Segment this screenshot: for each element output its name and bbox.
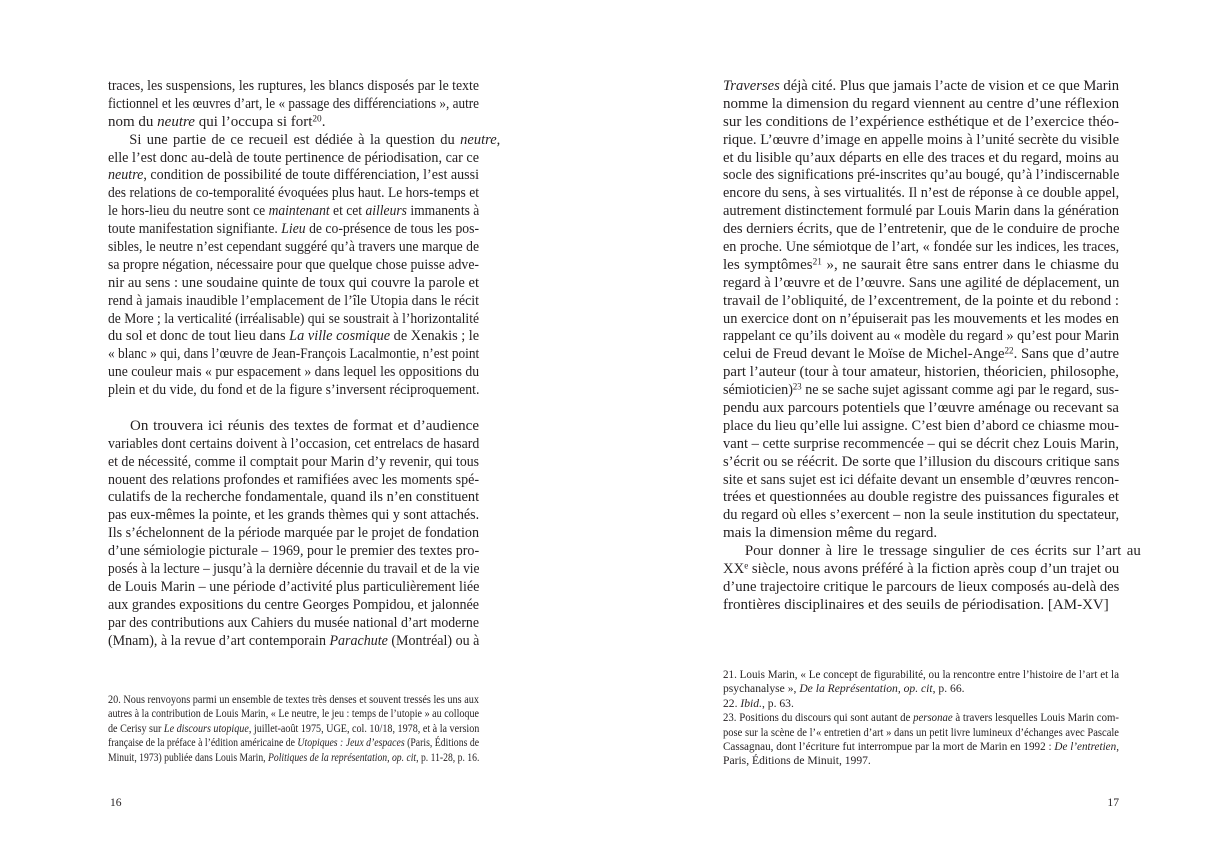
text-line xyxy=(108,203,479,221)
text-run: variables dont certains doivent à l’occasion, cet entrelacs de hasard xyxy=(108,435,480,452)
text-line xyxy=(723,167,1119,185)
text-line xyxy=(723,328,1119,346)
text-run: par des contributions aux Cahiers du musée national d’art moderne xyxy=(108,614,479,631)
italic-text: Utopiques : Jeux d’espaces xyxy=(297,736,405,750)
footnote-reference: e xyxy=(744,561,749,572)
text-line xyxy=(723,364,1119,382)
right-page-footnotes xyxy=(723,668,1119,769)
text-run: mais la dimension même du regard. xyxy=(723,525,938,542)
text-run: les symptômes xyxy=(723,256,813,273)
text-line xyxy=(108,311,479,329)
text-line xyxy=(723,711,1119,725)
text-run: Pour donner à lire le tressage singulier de ces écrits sur l’art au xyxy=(744,543,1141,560)
text-line xyxy=(723,489,1119,507)
italic-text: De la Représentation, op. cit xyxy=(799,682,933,696)
text-run: Paris, Éditions de Minuit, 1997. xyxy=(723,754,871,768)
text-line xyxy=(723,185,1119,203)
text-run: d’une trajectoire critique le parcours de lieux composés au-delà des xyxy=(723,578,1120,595)
text-run: », ne saurait être sans entrer dans le chiasme du xyxy=(821,256,1120,273)
text-line xyxy=(723,668,1119,682)
text-run: un exercice dont on n’épuiserait pas les mouvements et les modes en xyxy=(723,310,1119,327)
text-line xyxy=(723,239,1119,257)
text-run: 20. Nous renvoyons parmi un ensemble de textes très denses et souvent tressés les uns aux xyxy=(108,693,479,706)
text-run: , juillet-août 1975, UGE, col. 10/18, 1978, et à la version xyxy=(248,721,480,735)
text-line xyxy=(723,346,1119,364)
text-run: sibles, le neutre n’est cependant suggéré qu’à travers une marque de xyxy=(108,239,479,256)
text-run: de Cerisy sur xyxy=(108,721,164,735)
text-line xyxy=(723,579,1119,597)
text-run: . Sans que d’autre xyxy=(1013,346,1119,363)
text-run: vant – cette surprise recommencée – qui se décrit chez Louis Marin, xyxy=(723,435,1120,452)
text-run: des relations de co-temporalité évoquées plus haut. Le hors-temps et xyxy=(108,185,479,202)
text-line xyxy=(108,185,479,203)
text-run: et de nécessité, comme il comptait pour Marin d’y revenir, qui tous xyxy=(108,453,480,470)
text-line xyxy=(108,722,479,736)
footnote xyxy=(723,711,1119,769)
paragraph xyxy=(723,543,1141,615)
text-run: XX xyxy=(723,561,745,578)
text-line xyxy=(723,221,1119,239)
text-run: autrement distinctement formulé par Louis Marin dans la génération xyxy=(723,203,1119,220)
text-run: trées et questionnées au double registre des puissances figurales et xyxy=(723,489,1119,506)
text-line xyxy=(723,740,1119,754)
text-run: regard à l’œuvre et de l’œuvre. Sans une agilité de déplacement, un xyxy=(723,274,1120,291)
text-run: travail de l’obliquité, de l’excentrement, de la pointe et du rebond : xyxy=(723,292,1119,309)
text-line xyxy=(723,682,1119,696)
text-run: , p. 66. xyxy=(932,682,965,696)
text-line xyxy=(723,507,1119,525)
text-run: du sol et donc de tout lieu dans xyxy=(108,328,290,345)
text-line xyxy=(108,597,479,615)
italic-text: Politiques de la représentation, op. cit xyxy=(268,750,417,764)
text-run: (Montréal) ou à xyxy=(387,632,480,649)
text-run: , p. 11-28, p. 16. xyxy=(416,750,480,764)
text-run: « blanc » qui, dans l’œuvre de Jean-François Lacalmontie, n’est point xyxy=(108,346,480,363)
text-line xyxy=(723,697,1119,711)
text-run: 23. Positions du discours qui sont autant de xyxy=(723,711,914,725)
text-run: place du lieu qu’elle lui assigne. C’est bien d’abord ce chiasme mou- xyxy=(723,417,1120,434)
italic-text: neutre xyxy=(157,113,195,130)
text-run: fictionnel et les œuvres d’art, le « passage des différenciations », autre xyxy=(108,95,479,112)
text-line xyxy=(108,507,479,525)
text-line xyxy=(108,275,479,293)
text-run: en proche. Une sémiotque de l’art, « fondée sur les indices, les traces, xyxy=(723,239,1120,256)
text-line xyxy=(108,150,479,168)
text-run: de Louis Marin – une période d’activité plus particulièrement liée xyxy=(108,578,480,595)
text-run: des derniers écrits, que de l’entretenir, que de le conduire de proche xyxy=(723,221,1120,238)
text-line xyxy=(108,328,479,346)
text-line xyxy=(108,543,479,561)
text-run: de co-présence de tous les pos- xyxy=(305,221,479,238)
text-run: siècle, nous avons préféré à la fiction après coup d’un trajet ou xyxy=(748,561,1120,578)
text-run: à travers lesquelles Louis Marin com- xyxy=(952,711,1119,725)
text-line xyxy=(723,78,1119,96)
text-line xyxy=(723,132,1119,150)
text-line xyxy=(723,293,1119,311)
text-run: et du lisible qu’aux départs en elle des traces et du regard, moins au xyxy=(723,149,1119,166)
text-run: , xyxy=(1116,739,1119,753)
text-run: nouent des relations profondes et ramifiées avec les moments spé- xyxy=(108,471,479,488)
text-line xyxy=(108,167,479,185)
text-line xyxy=(108,364,479,382)
text-line xyxy=(108,132,500,150)
text-line xyxy=(108,751,479,765)
text-line xyxy=(108,489,479,507)
paragraph xyxy=(723,78,1119,543)
text-run: rend à jamais inaudible l’emplacement de l’île Utopia dans le récit xyxy=(108,292,480,309)
text-run: ne se sache sujet agissant comme agi par le regard, sus- xyxy=(801,382,1120,399)
text-run: socle des significations pré-inscrites qu’au bougé, qu’à l’indiscernable xyxy=(723,167,1120,184)
italic-text: Le discours utopique xyxy=(163,721,249,735)
text-run: sémioticien) xyxy=(723,382,793,399)
text-run: , condition de possibilité de toute différenciation, l’est aussi xyxy=(143,167,479,184)
text-line xyxy=(108,436,479,454)
text-run: 21. Louis Marin, « Le concept de figurabilité, ou la rencontre entre l’histoire de l’art et la xyxy=(723,668,1119,681)
text-line xyxy=(723,203,1119,221)
text-line xyxy=(108,96,479,114)
footnote-reference: 23 xyxy=(792,382,802,393)
text-run: toute manifestation signifiante. xyxy=(108,221,282,238)
paragraph xyxy=(108,418,479,651)
text-run: s’écrit ou se réécrit. De sorte que l’illusion du discours critique sans xyxy=(723,453,1120,470)
italic-text: ailleurs xyxy=(365,203,407,220)
text-run: nom du xyxy=(108,113,158,130)
text-line xyxy=(108,525,479,543)
italic-text: neutre xyxy=(460,131,497,148)
left-page-footnotes xyxy=(108,693,479,765)
text-run: de More ; la verticalité (irréalisable) qui se soustrait à l’horizontalité xyxy=(108,310,479,327)
text-line xyxy=(108,472,479,490)
text-run: , xyxy=(496,131,501,148)
text-line xyxy=(723,561,1119,579)
text-line xyxy=(108,561,479,579)
text-line xyxy=(723,114,1119,132)
text-line xyxy=(108,293,479,311)
text-run: Cassagnau, dont l’écriture fut interrompue par la mort de Marin en 1992 : xyxy=(723,739,1055,753)
text-run: de Xenakis ; le xyxy=(390,328,480,345)
italic-text: neutre xyxy=(108,167,144,184)
text-line xyxy=(108,736,479,750)
text-run: traces, les suspensions, les ruptures, les blancs disposés par le texte xyxy=(108,78,479,94)
text-run: (Paris, Éditions de xyxy=(404,736,480,750)
left-page-body-text xyxy=(108,78,501,651)
text-run: pas eux-mêmes la pointe, et les grands thèmes qui y sont attachés. xyxy=(108,507,480,524)
italic-text: maintenant xyxy=(268,203,330,220)
text-run: du regard où elles s’exercent – non la seule institution du spectateur, xyxy=(723,507,1120,524)
text-run: sur les conditions de l’expérience esthétique et de l’exercice théo- xyxy=(723,113,1119,130)
text-run: frontières disciplinaires et des seuils de périodisation. [AM-XV] xyxy=(723,596,1109,613)
text-run: et cet xyxy=(329,203,366,220)
page-number-left: 16 xyxy=(110,796,122,809)
text-run: elle l’est donc au-delà de toute pertinence de périodisation, car ce xyxy=(108,149,479,166)
text-line xyxy=(723,275,1119,293)
paragraph xyxy=(108,131,501,400)
text-run: plein et du vide, du fond et de la figure s’inversent réciproquement. xyxy=(108,382,480,399)
text-line xyxy=(108,693,479,707)
text-run: française de la préface à l’édition américaine de xyxy=(108,736,298,750)
text-line xyxy=(723,472,1119,490)
text-run: autres à la contribution de Louis Marin, « Le neutre, le jeu : temps de l’utopie » au colloque xyxy=(108,707,479,721)
text-run: une couleur mais « pur espacement » dans lequel les oppositions du xyxy=(108,364,480,381)
text-run: d’une sémiologie picturale – 1969, pour le premier des textes pro- xyxy=(108,543,480,560)
text-line xyxy=(108,707,479,721)
paragraph xyxy=(108,78,479,132)
text-run: nir au sens : une soudaine quinte de toux qui couvre la parole et xyxy=(108,274,479,291)
italic-text: Ibid. xyxy=(740,696,762,710)
text-run: part l’auteur (tour à tour amateur, historien, théoricien, philosophe, xyxy=(723,364,1119,381)
text-run: rique. L’œuvre d’image en appelle moins à l’unité secrète du visible xyxy=(723,131,1120,148)
text-run: , p. 63. xyxy=(761,696,794,710)
footnote xyxy=(723,668,1119,697)
text-line xyxy=(723,382,1119,400)
footnote xyxy=(108,693,479,765)
text-run: (Mnam), à la revue d’art contemporain xyxy=(108,632,330,649)
text-line xyxy=(723,400,1119,418)
paragraph-spacer xyxy=(108,400,479,418)
text-line xyxy=(723,597,1119,615)
text-line xyxy=(108,221,479,239)
text-line xyxy=(108,382,479,400)
text-run: psychanalyse », xyxy=(723,682,800,696)
text-run: celui de Freud devant le Moïse de Michel-Ange xyxy=(723,346,1005,363)
text-line xyxy=(108,418,479,436)
text-line xyxy=(108,114,479,132)
text-line xyxy=(108,454,479,472)
text-line xyxy=(108,346,479,364)
text-run: nomme la dimension du regard viennent au centre d’une réflexion xyxy=(723,95,1120,112)
footnote-reference: 21 xyxy=(812,257,822,268)
text-line xyxy=(723,311,1119,329)
page-number-right: 17 xyxy=(1107,796,1119,809)
italic-text: personae xyxy=(913,711,953,725)
text-line xyxy=(108,633,479,651)
italic-text: Parachute xyxy=(329,632,388,649)
footnote-reference: 22 xyxy=(1004,346,1014,357)
text-line xyxy=(723,754,1119,768)
text-line xyxy=(723,96,1119,114)
text-run: On trouvera ici réunis des textes de format et d’audience xyxy=(130,417,479,434)
text-run: Si une partie de ce recueil est dédiée à la question du xyxy=(129,131,461,148)
footnote-reference: 20 xyxy=(312,114,322,125)
text-run: pendu aux parcours potentiels que l’œuvre aménage ou recevant sa xyxy=(723,400,1119,417)
text-line xyxy=(108,579,479,597)
text-run: rappelant ce qu’ils doivent au « modèle du regard » qu’est pour Marin xyxy=(723,328,1119,345)
text-run: le hors-lieu du neutre sont ce xyxy=(108,203,269,220)
text-line xyxy=(108,615,479,633)
text-run: . xyxy=(321,113,326,130)
text-line xyxy=(108,239,479,257)
text-run: site et sans sujet est ici défaite devant un ensemble d’œuvres rencon- xyxy=(723,471,1119,488)
italic-text: La ville cosmique xyxy=(289,328,391,345)
text-run: encore du sens, à ses virtualités. Il n’est de réponse à ce double appel, xyxy=(723,185,1120,202)
text-run: pose sur la scène de l’« entretien d’art » dans un petit livre lumineux d’échanges avec Pascale xyxy=(723,725,1119,739)
text-run: Ils s’échelonnent de la période marquée par le projet de fondation xyxy=(108,525,480,542)
text-run: qui l’occupa si fort xyxy=(194,113,313,130)
text-run: immanents à xyxy=(406,203,480,220)
text-line xyxy=(723,436,1119,454)
italic-text: De l’entretien xyxy=(1054,739,1117,753)
text-line xyxy=(723,150,1119,168)
text-run: 22. xyxy=(723,696,741,710)
footnote xyxy=(723,697,1119,711)
text-line xyxy=(108,78,479,96)
text-line xyxy=(723,525,1119,543)
text-line xyxy=(723,454,1119,472)
italic-text: Lieu xyxy=(281,221,306,238)
italic-text: Traverses xyxy=(723,78,780,94)
text-run: déjà cité. Plus que jamais l’acte de vision et ce que Marin xyxy=(779,78,1119,94)
text-line xyxy=(723,257,1119,275)
text-run: Minuit, 1973) publiée dans Louis Marin, xyxy=(108,750,269,764)
text-line xyxy=(723,726,1119,740)
text-line xyxy=(108,257,479,275)
text-run: posés à la lecture – jusqu’à la dernière décennie du travail et de la vie xyxy=(108,561,480,578)
text-run: culatifs de la recherche fondamentale, quand ils n’en constituent xyxy=(108,489,480,506)
right-page-body-text xyxy=(723,78,1141,615)
text-run: sa propre négation, nécessaire pour que quelque chose puisse adve- xyxy=(108,256,480,273)
text-run: aux grandes expositions du centre Georges Pompidou, et jalonnée xyxy=(108,596,480,613)
text-line xyxy=(723,418,1119,436)
text-line xyxy=(723,543,1141,561)
